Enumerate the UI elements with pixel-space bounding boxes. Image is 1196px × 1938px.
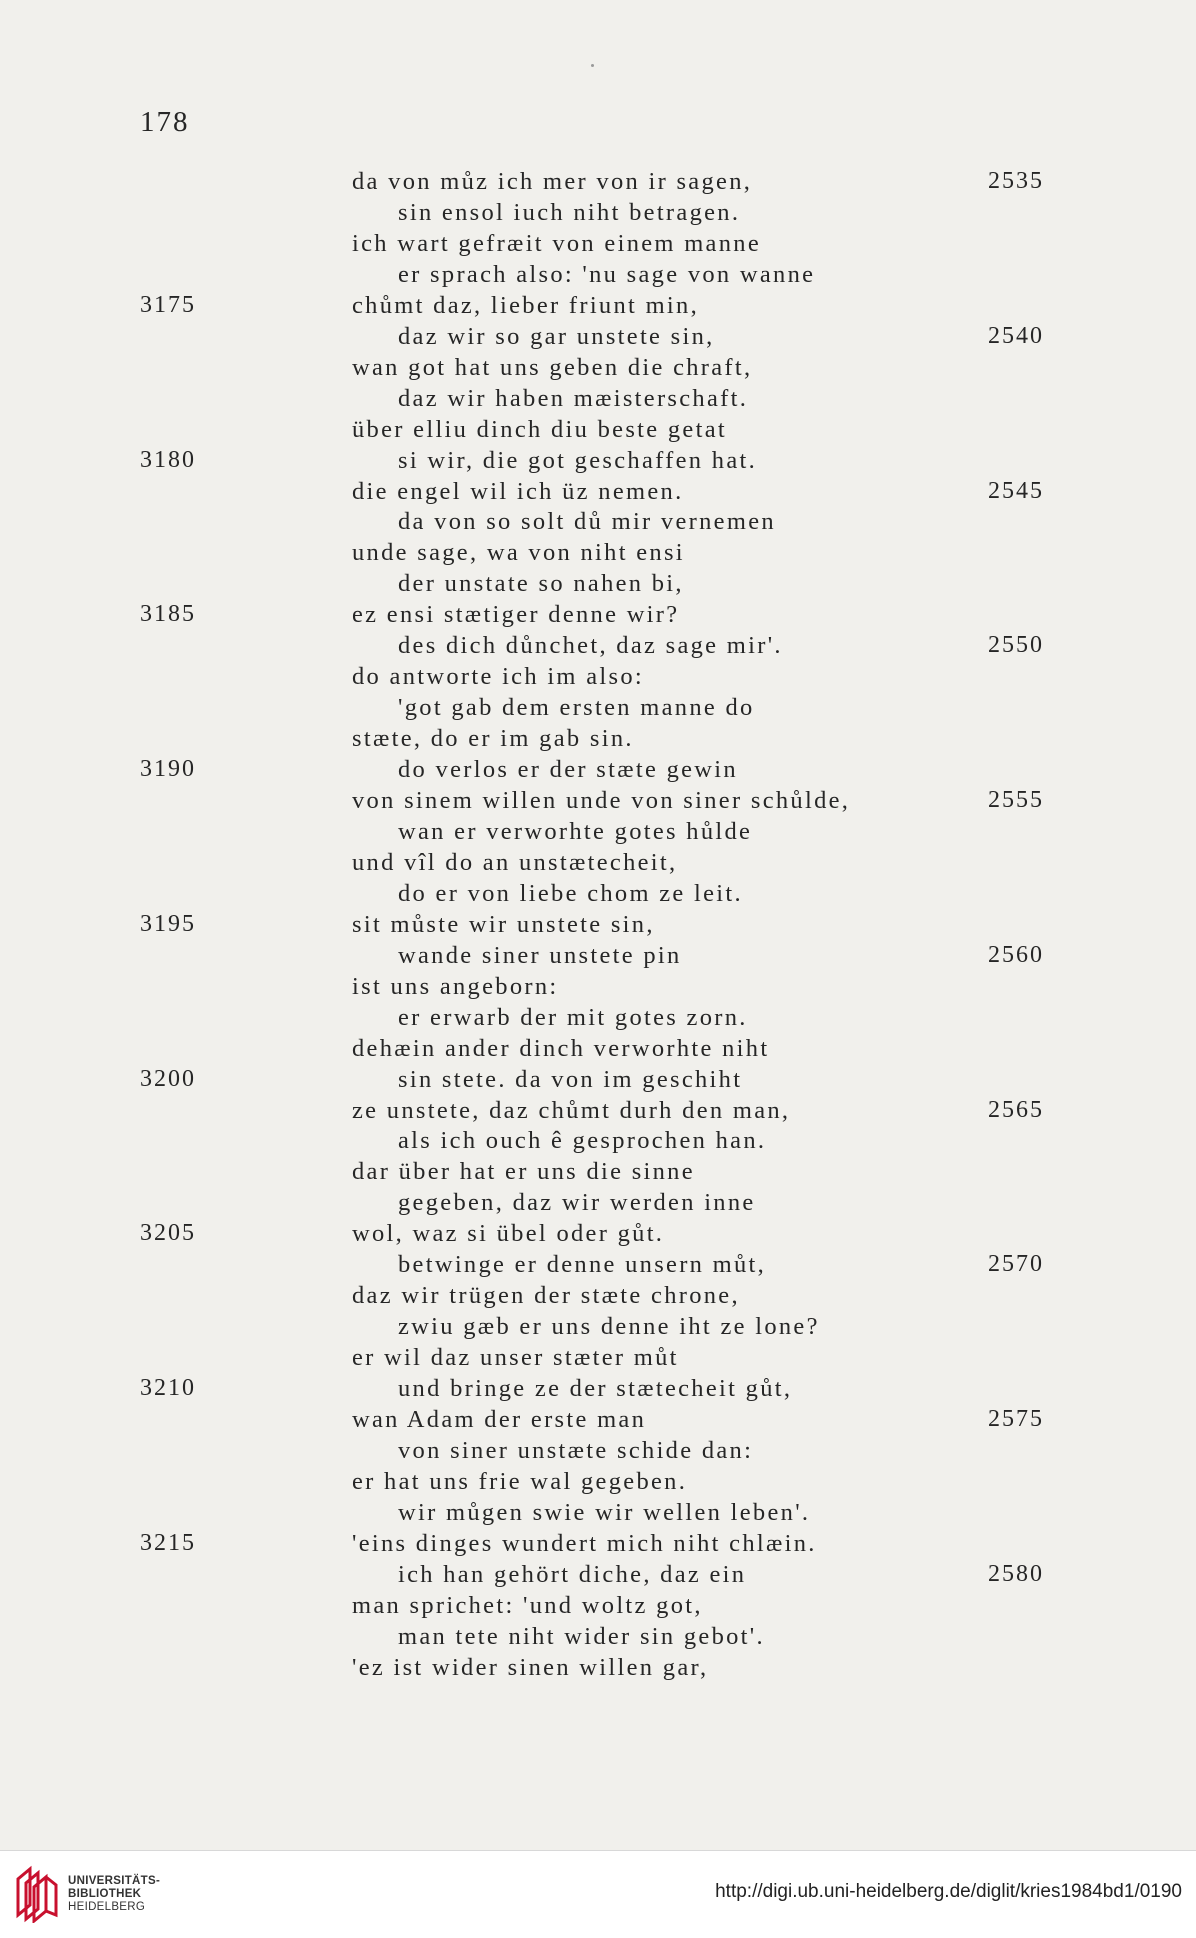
verse-text: gegeben, daz wir werden inne [398, 1189, 756, 1217]
line-number-right: 2580 [988, 1560, 1044, 1587]
verse-text: er wil daz unser stæter můt [352, 1344, 679, 1372]
verse-text: da von so solt dů mir vernemen [398, 508, 776, 536]
line-number-right: 2540 [988, 322, 1044, 349]
line-number-left: 3180 [140, 446, 196, 473]
verse-text: ist uns angeborn: [352, 972, 559, 1000]
verse-text: über elliu dinch diu beste getat [352, 415, 727, 443]
verse-text: do er von liebe chom ze leit. [398, 879, 743, 907]
line-number-left: 3215 [140, 1529, 196, 1556]
scan-speck [591, 64, 594, 67]
verse-text: unde sage, wa von niht ensi [352, 539, 685, 567]
line-number-right: 2565 [988, 1096, 1044, 1123]
source-url[interactable]: http://digi.ub.uni-heidelberg.de/diglit/kries1984bd1/0190 [715, 1881, 1182, 1902]
line-number-right: 2570 [988, 1251, 1044, 1278]
verse-text: si wir, die got geschaffen hat. [398, 446, 758, 474]
verse-text: wande siner unstete pin [398, 941, 682, 969]
ub-heidelberg-logo-icon [12, 1865, 60, 1923]
verse-text: daz wir haben mæisterschaft. [398, 384, 749, 412]
verse-text: da von můz ich mer von ir sagen, [352, 168, 753, 195]
line-number-left: 3195 [140, 910, 196, 937]
verse-text: do antworte ich im also: [352, 663, 644, 691]
library-name-line1: UNIVERSITÄTS- [68, 1875, 161, 1887]
line-number-left: 3185 [140, 601, 196, 628]
library-name-line2: BIBLIOTHEK [68, 1888, 142, 1900]
line-number-right: 2535 [988, 168, 1044, 194]
verse-text: dar über hat er uns die sinne [352, 1158, 695, 1186]
verse-text: chůmt daz, lieber friunt min, [352, 291, 700, 319]
line-number-right: 2555 [988, 787, 1044, 813]
verse-text: von sinem willen unde von siner schůlde, [352, 787, 851, 814]
verse-text: von siner unstæte schide dan: [398, 1436, 754, 1464]
verse-text: wol, waz si übel oder gůt. [352, 1220, 665, 1248]
verse-text: ich wart gefræit von einem manne [352, 229, 762, 257]
verse-text: man sprichet: 'und woltz got, [352, 1591, 703, 1619]
verse-text: ze unstete, daz chůmt durh den man, [352, 1096, 791, 1124]
verse-text: des dich důnchet, daz sage mir'. [398, 632, 783, 660]
line-number-left: 3190 [140, 756, 196, 783]
verse-text: er erwarb der mit gotes zorn. [398, 1003, 748, 1031]
line-number-right: 2560 [988, 941, 1044, 968]
line-number-left: 3200 [140, 1065, 196, 1092]
page-number: 178 [140, 106, 190, 138]
verse-text: betwinge er denne unsern můt, [398, 1251, 767, 1279]
verse-text: wan Adam der erste man [352, 1406, 647, 1433]
verse-text: stæte, do er im gab sin. [352, 725, 634, 753]
line-number-left: 3210 [140, 1375, 196, 1402]
verse-text: ich han gehört diche, daz ein [398, 1560, 747, 1588]
verse-text: wan er verworhte gotes hůlde [398, 817, 753, 845]
verse-text: 'got gab dem ersten manne do [398, 694, 755, 722]
line-number-right: 2550 [988, 632, 1044, 659]
verse-text: daz wir so gar unstete sin, [398, 322, 715, 350]
verse-text: wan got hat uns geben die chraft, [352, 353, 753, 381]
verse-text: er sprach also: 'nu sage von wanne [398, 260, 816, 288]
verse-text: als ich ouch ê gesprochen han. [398, 1127, 767, 1155]
verse-text: 'eins dinges wundert mich niht chlæin. [352, 1529, 817, 1557]
library-name [68, 1875, 160, 1914]
library-name-line3: HEIDELBERG [68, 1901, 146, 1913]
verse-text: er hat uns frie wal gegeben. [352, 1467, 688, 1495]
verse-text: sin ensol iuch niht betragen. [398, 198, 741, 226]
verse-text: man tete niht wider sin gebot'. [398, 1622, 765, 1650]
verse-text: dehæin ander dinch verworhte niht [352, 1034, 770, 1062]
verse-text: die engel wil ich üz nemen. [352, 477, 684, 505]
verse-text: und bringe ze der stætecheit gůt, [398, 1375, 793, 1403]
verse-text: wir můgen swie wir wellen leben'. [398, 1498, 811, 1526]
line-number-right: 2545 [988, 477, 1044, 504]
line-number-left: 3175 [140, 291, 196, 318]
verse-text: zwiu gæb er uns denne iht ze lone? [398, 1313, 820, 1341]
verse-text: sit můste wir unstete sin, [352, 910, 655, 938]
verse-text: 'ez ist wider sinen willen gar, [352, 1653, 709, 1681]
verse-text: daz wir trügen der stæte chrone, [352, 1282, 740, 1310]
verse-text: der unstate so nahen bi, [398, 570, 684, 598]
verse-text: und vîl do an unstætecheit, [352, 848, 678, 876]
verse-text: do verlos er der stæte gewin [398, 756, 738, 784]
line-number-right: 2575 [988, 1406, 1044, 1432]
line-number-left: 3205 [140, 1220, 196, 1247]
verse-text: sin stete. da von im geschiht [398, 1065, 743, 1093]
verse-text: ez ensi stætiger denne wir? [352, 601, 680, 629]
footer-bar [0, 1850, 1196, 1938]
